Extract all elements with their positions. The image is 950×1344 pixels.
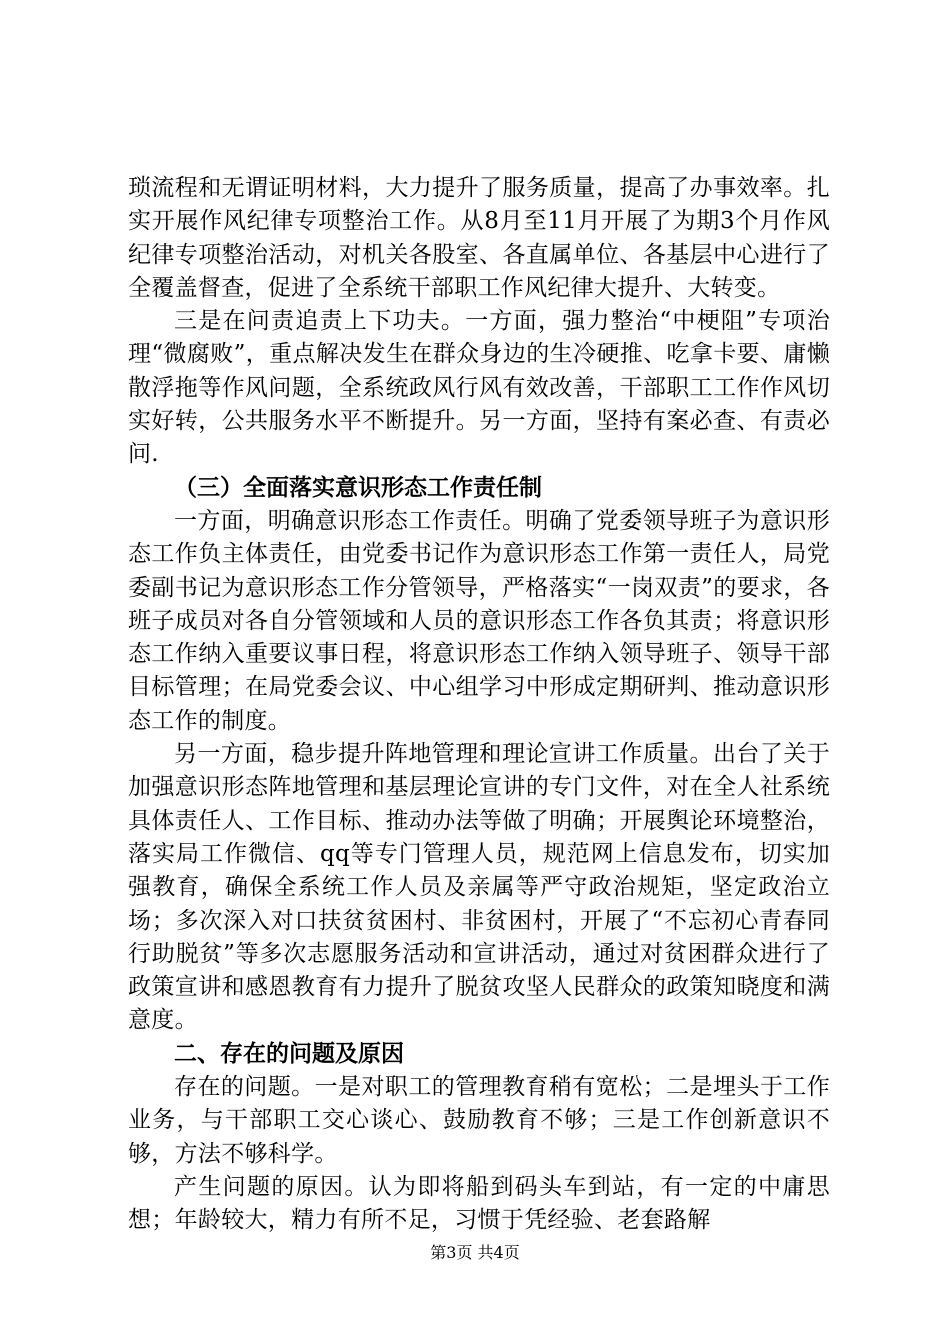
section-heading-ideology: （三）全面落实意识形态工作责任制 <box>174 474 542 501</box>
paragraph-position-management: 另一方面，稳步提升阵地管理和理论宣讲工作质量。出台了关于加强意识形态阵地管理和基层理论宣讲的专门文件，对在全人社系统具体责任人、工作目标、推动办法等做了明确；开展舆论环境整治，落实局工作微信、qq等专门管理人员，规范网上信息发布，切实加强教育，确保全系统工作人员及亲属等严守政治规矩，坚定政治立场；多次深入对口扶贫贫困村、非贫困村，开展了“不忘初心青春同行助脱贫”等多次志愿服务活动和宣讲活动，通过对贫困群众进行了政策宣讲和感恩教育有力提升了脱贫攻坚人民群众的政策知晓度和满意度。 <box>128 741 830 1034</box>
document-body <box>128 172 830 1238</box>
page-number-footer: 第3页 共4页 <box>430 1243 520 1262</box>
paragraph-causes: 产生问题的原因。认为即将船到码头车到站，有一定的中庸思想；年龄较大，精力有所不足，习惯于凭经验、老套路解 <box>128 1173 830 1234</box>
section-heading-problems: 二、存在的问题及原因 <box>174 1040 404 1067</box>
paragraph-continuation: 琐流程和无谓证明材料，大力提升了服务质量，提高了办事效率。扎实开展作风纪律专项整治工作。从8月至11月开展了为期3个月作风纪律专项整治活动，对机关各股室、各直属单位、各基层中心进行了全覆盖督查，促进了全系统干部职工作风纪律大提升、大转变。 <box>128 175 830 301</box>
paragraph-accountability: 三是在问责追责上下功夫。一方面，强力整治“中梗阻”专项治理“微腐败”，重点解决发生在群众身边的生冷硬推、吃拿卡要、庸懒散浮拖等作风问题，全系统政风行风有效改善，干部职工工作作风切实好转，公共服务水平不断提升。另一方面，坚持有案必查、有责必问. <box>128 308 830 468</box>
paragraph-problems: 存在的问题。一是对职工的管理教育稍有宽松；二是埋头于工作业务，与干部职工交心谈心、鼓励教育不够；三是工作创新意识不够，方法不够科学。 <box>128 1074 830 1167</box>
paragraph-ideology-responsibility: 一方面，明确意识形态工作责任。明确了党委领导班子为意识形态工作负主体责任，由党委书记作为意识形态工作第一责任人，局党委副书记为意识形态工作分管领导，严格落实“一岗双责”的要求，各班子成员对各自分管领域和人员的意识形态工作各负其责；将意识形态工作纳入重要议事日程，将意识形态工作纳入领导班子、领导干部目标管理；在局党委会议、中心组学习中形成定期研判、推动意识形态工作的制度。 <box>128 507 830 734</box>
